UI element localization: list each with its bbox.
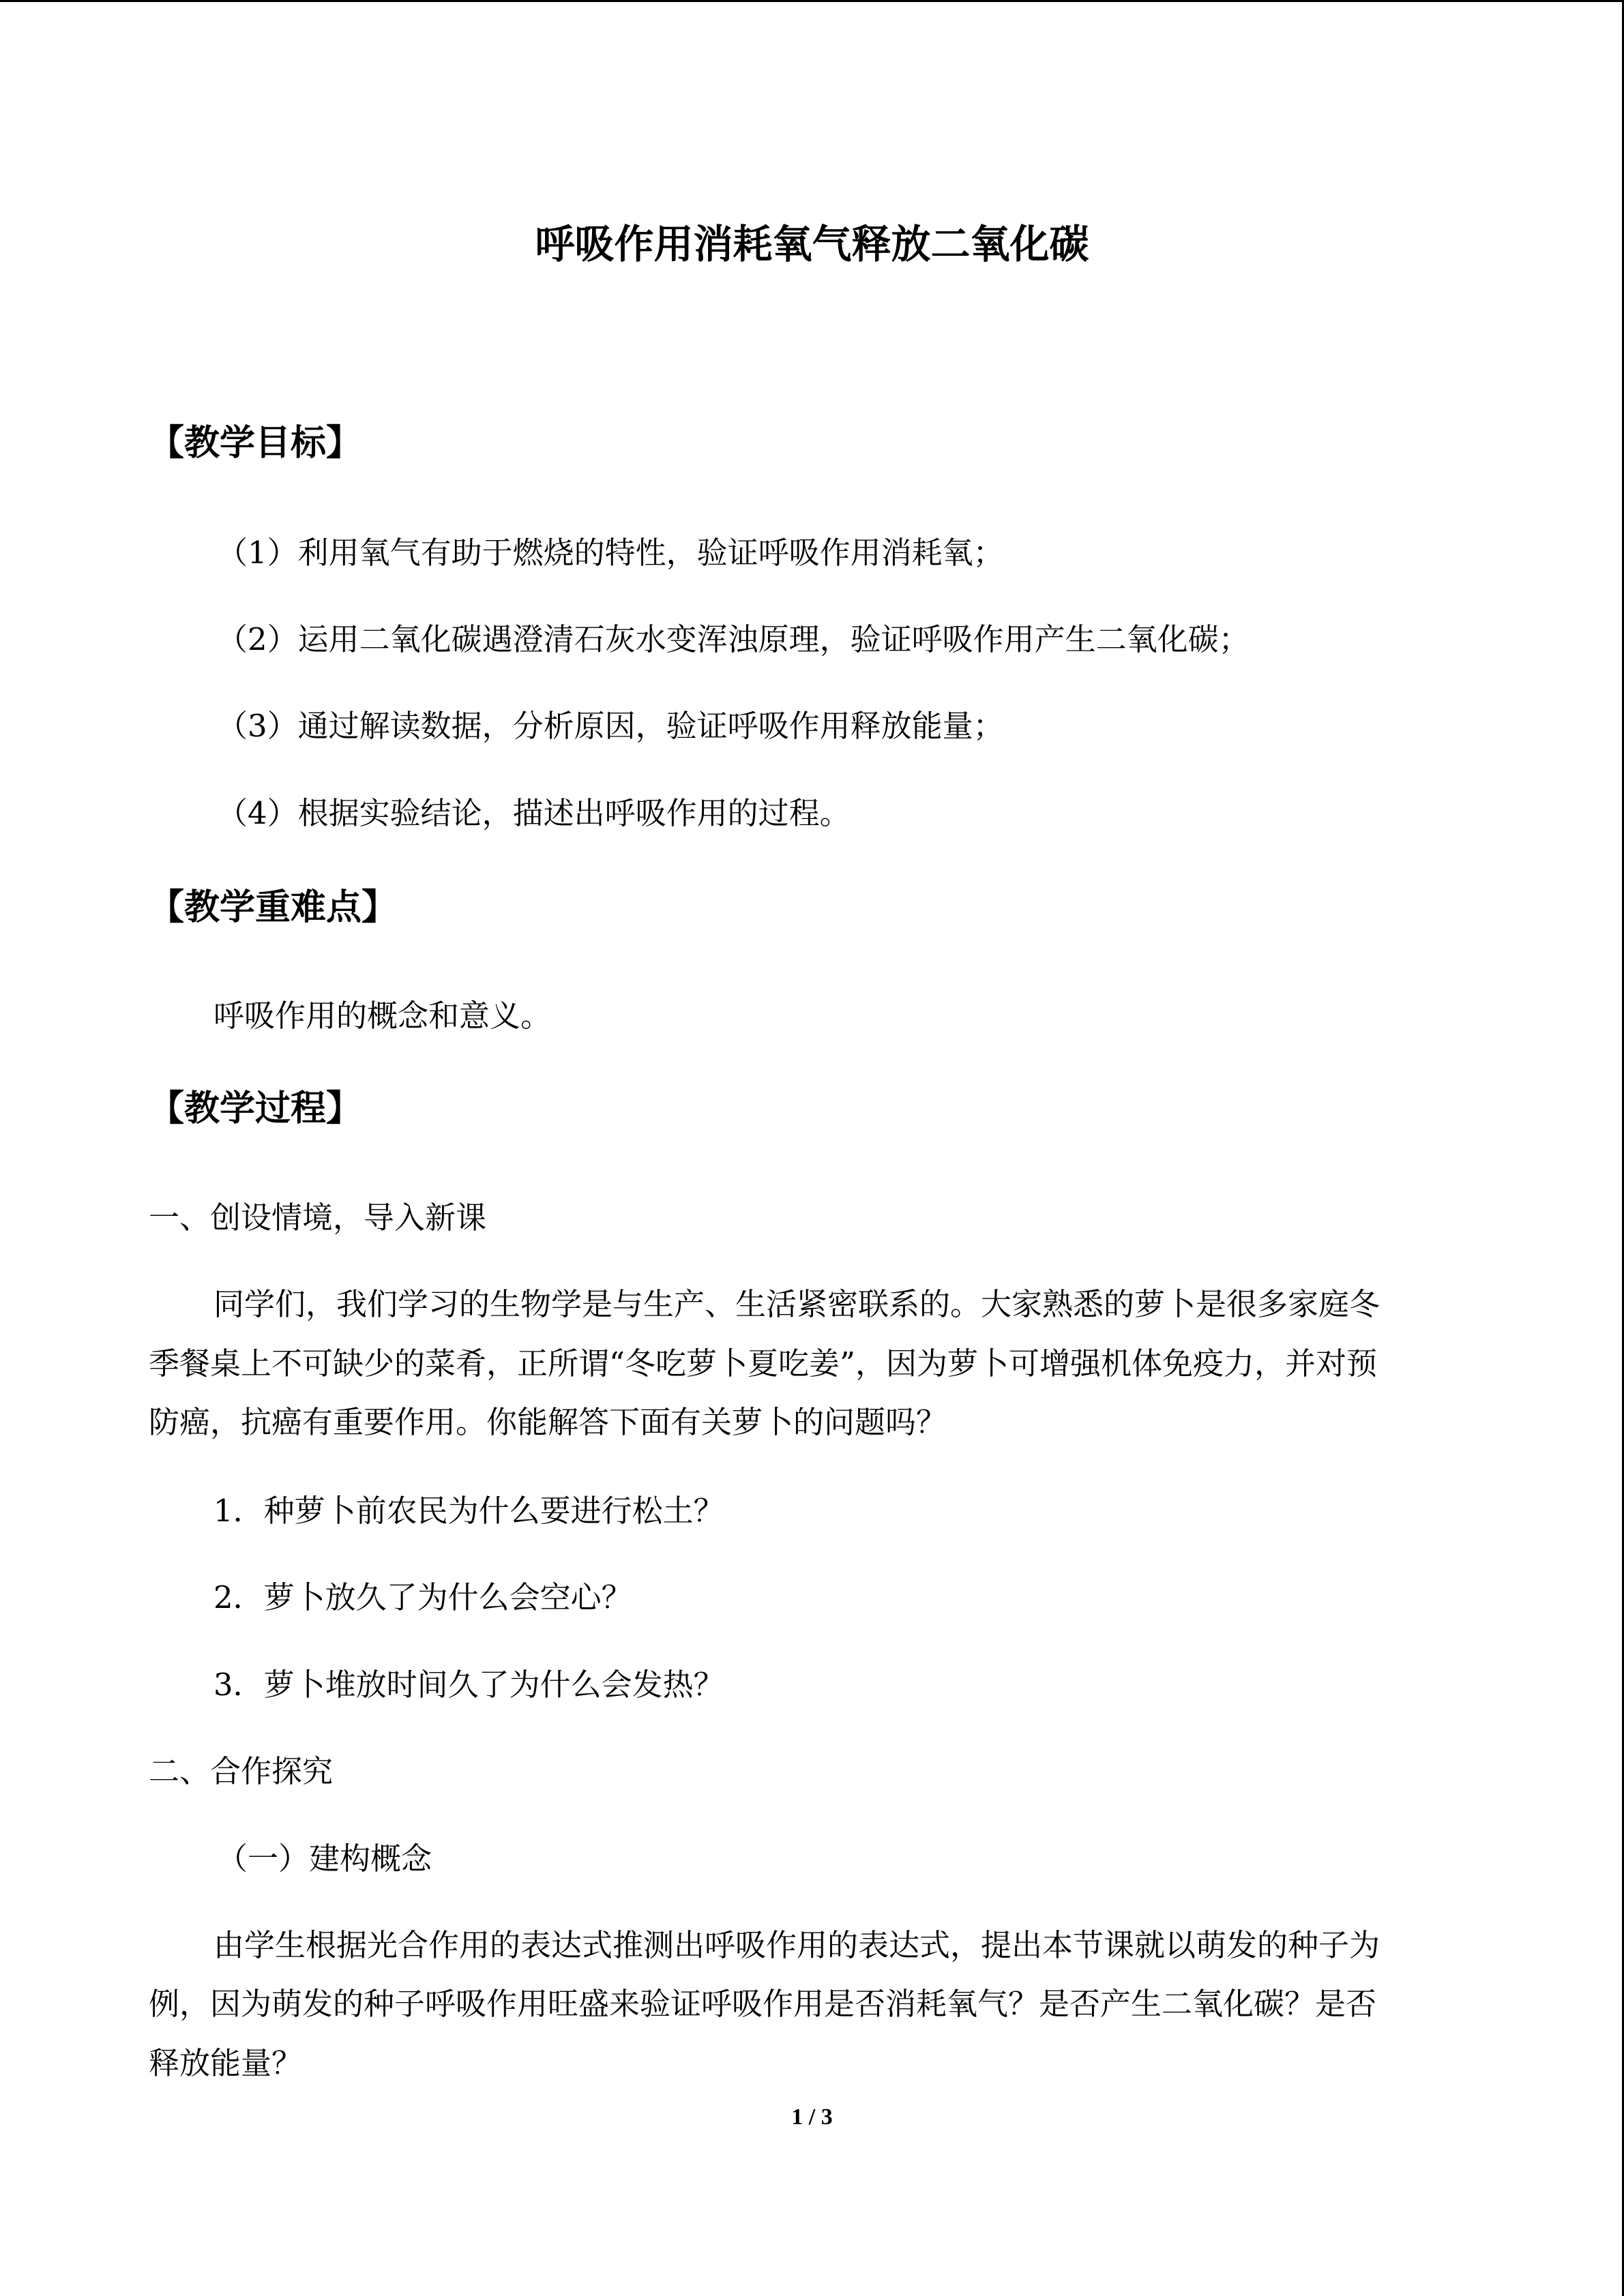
heading-process: 【教学过程】 (149, 1088, 362, 1129)
subsection-title: （一）建构概念 (217, 1840, 432, 1877)
objective-item-4: （4）根据实验结论，描述出呼吸作用的过程。 (217, 795, 851, 831)
objective-item-3: （3）通过解读数据，分析原因，验证呼吸作用释放能量； (217, 708, 1004, 744)
heading-objectives: 【教学目标】 (149, 423, 362, 464)
intro-line-3: 防癌，抗癌有重要作用。你能解答下面有关萝卜的问题吗？ (149, 1404, 947, 1440)
part1-title: 一、创设情境，导入新课 (149, 1199, 487, 1236)
question-3: 3．萝卜堆放时间久了为什么会发热？ (213, 1667, 724, 1703)
concept-line-3: 释放能量？ (149, 2045, 303, 2081)
intro-line-2: 季餐桌上不可缺少的菜肴，正所谓“冬吃萝卜夏吃姜”，因为萝卜可增强机体免疫力，并对预 (149, 1345, 1378, 1382)
part2-title: 二、合作探究 (149, 1753, 334, 1789)
concept-line-2: 例，因为萌发的种子呼吸作用旺盛来验证呼吸作用是否消耗氧气？是否产生二氧化碳？是否 (149, 1986, 1377, 2022)
page-number: 1 / 3 (791, 2104, 833, 2130)
heading-key-points: 【教学重难点】 (149, 887, 398, 928)
document-title: 呼吸作用消耗氧气释放二氧化碳 (535, 221, 1089, 267)
key-points-text: 呼吸作用的概念和意义。 (213, 998, 552, 1034)
concept-line-1: 由学生根据光合作用的表达式推测出呼吸作用的表达式，提出本节课就以萌发的种子为 (213, 1927, 1381, 1963)
objective-item-2: （2）运用二氧化碳遇澄清石灰水变浑浊原理，验证呼吸作用产生二氧化碳； (217, 621, 1250, 657)
objective-item-1: （1）利用氧气有助于燃烧的特性，验证呼吸作用消耗氧； (217, 535, 1004, 571)
question-2: 2．萝卜放久了为什么会空心？ (213, 1579, 632, 1615)
intro-line-1: 同学们，我们学习的生物学是与生产、生活紧密联系的。大家熟悉的萝卜是很多家庭冬 (213, 1286, 1381, 1322)
question-1: 1．种萝卜前农民为什么要进行松土？ (213, 1493, 724, 1529)
